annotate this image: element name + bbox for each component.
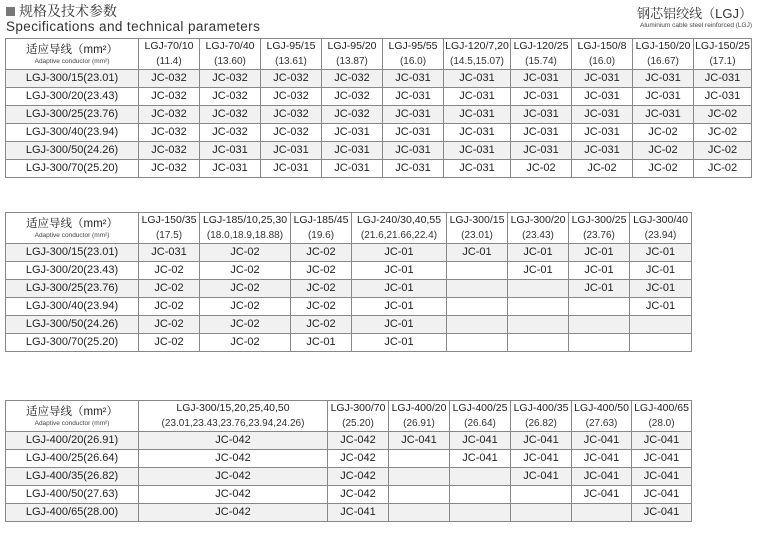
connector-cell — [511, 486, 572, 504]
connector-cell: JC-041 — [389, 432, 450, 450]
connector-cell: JC-032 — [261, 88, 322, 106]
connector-cell: JC-02 — [633, 124, 694, 142]
connector-cell: JC-031 — [444, 142, 511, 160]
connector-cell — [508, 316, 569, 334]
connector-cell: JC-02 — [200, 334, 291, 352]
connector-cell: JC-031 — [444, 106, 511, 124]
connector-cell: JC-031 — [383, 160, 444, 178]
connector-cell: JC-01 — [447, 244, 508, 262]
connector-cell: JC-01 — [630, 280, 692, 298]
connector-cell — [450, 468, 511, 486]
connector-cell: JC-02 — [200, 280, 291, 298]
connector-cell: JC-01 — [508, 244, 569, 262]
connector-cell: JC-042 — [328, 468, 389, 486]
connector-cell: JC-031 — [511, 142, 572, 160]
connector-cell: JC-01 — [352, 334, 447, 352]
row-label: LGJ-300/15(23.01) — [6, 70, 139, 88]
corner-label-zh: 适应导线（mm²） — [26, 217, 118, 230]
connector-cell: JC-031 — [322, 124, 383, 142]
category-title-en: Aluminium cable steel reinforced (LGJ) — [640, 22, 752, 29]
table-row — [6, 262, 692, 280]
connector-cell: JC-042 — [328, 450, 389, 468]
connector-cell: JC-032 — [322, 70, 383, 88]
connector-cell: JC-031 — [383, 124, 444, 142]
connector-cell: JC-01 — [630, 262, 692, 280]
column-header: LGJ-150/8 (16.0) — [572, 39, 633, 70]
connector-cell: JC-042 — [328, 486, 389, 504]
connector-cell: JC-031 — [383, 142, 444, 160]
connector-cell: JC-041 — [632, 504, 692, 522]
connector-cell: JC-032 — [261, 70, 322, 88]
corner-label-zh: 适应导线（mm²） — [26, 405, 118, 418]
connector-cell: JC-02 — [694, 124, 752, 142]
connector-cell: JC-042 — [328, 432, 389, 450]
connector-cell: JC-042 — [139, 450, 328, 468]
connector-cell — [569, 334, 630, 352]
column-header: LGJ-240/30,40,55 (21.6,21.66,22.4) — [352, 213, 447, 244]
connector-cell: JC-02 — [572, 160, 633, 178]
table-row — [6, 280, 692, 298]
connector-cell: JC-01 — [352, 244, 447, 262]
column-header: LGJ-300/40 (23.94) — [630, 213, 692, 244]
column-header: LGJ-95/20 (13.87) — [322, 39, 383, 70]
connector-cell: JC-032 — [261, 124, 322, 142]
connector-cell — [447, 298, 508, 316]
connector-cell: JC-031 — [139, 244, 200, 262]
connector-cell: JC-031 — [322, 160, 383, 178]
table-header-row — [6, 39, 752, 70]
connector-cell: JC-02 — [291, 316, 352, 334]
connector-cell — [508, 298, 569, 316]
connector-cell: JC-041 — [572, 486, 632, 504]
connector-cell: JC-031 — [261, 142, 322, 160]
table-row — [6, 432, 692, 450]
column-header: LGJ-300/20 (23.43) — [508, 213, 569, 244]
square-bullet-icon — [6, 7, 15, 16]
column-header: LGJ-400/35 (26.82) — [511, 401, 572, 432]
table-row — [6, 450, 692, 468]
connector-cell — [569, 316, 630, 334]
column-header: LGJ-120/25 (15.74) — [511, 39, 572, 70]
table-row — [6, 298, 692, 316]
column-header: LGJ-300/15,20,25,40,50 (23.01,23.43,23.76,23.94,24.26) — [139, 401, 328, 432]
table-row — [6, 316, 692, 334]
connector-cell: JC-01 — [291, 334, 352, 352]
category-header — [637, 6, 752, 30]
category-title-zh: 钢芯铝绞线（LGJ） — [637, 6, 752, 21]
connector-cell: JC-01 — [508, 262, 569, 280]
connector-cell: JC-031 — [694, 88, 752, 106]
column-header: LGJ-150/25 (17.1) — [694, 39, 752, 70]
connector-cell: JC-041 — [511, 450, 572, 468]
column-header: LGJ-400/65 (28.0) — [632, 401, 692, 432]
table-row — [6, 160, 752, 178]
table-row — [6, 88, 752, 106]
connector-cell: JC-041 — [328, 504, 389, 522]
row-label: LGJ-400/25(26.64) — [6, 450, 139, 468]
connector-cell: JC-042 — [139, 432, 328, 450]
table-header-row — [6, 401, 692, 432]
column-header: LGJ-120/7,20 (14.5,15.07) — [444, 39, 511, 70]
column-header: LGJ-400/25 (26.64) — [450, 401, 511, 432]
connector-cell: JC-031 — [572, 142, 633, 160]
connector-cell: JC-032 — [139, 106, 200, 124]
connector-cell: JC-031 — [572, 124, 633, 142]
connector-cell: JC-031 — [572, 70, 633, 88]
spec-title-en: Specifications and technical parameters — [6, 19, 261, 34]
connector-cell: JC-02 — [139, 280, 200, 298]
connector-cell — [447, 262, 508, 280]
row-label: LGJ-300/20(23.43) — [6, 88, 139, 106]
connector-cell — [511, 504, 572, 522]
table-row — [6, 244, 692, 262]
connector-cell: JC-041 — [632, 486, 692, 504]
connector-cell: JC-01 — [352, 262, 447, 280]
column-header: LGJ-185/45 (19.6) — [291, 213, 352, 244]
table-row — [6, 142, 752, 160]
connector-cell: JC-02 — [633, 160, 694, 178]
table-row — [6, 124, 752, 142]
connector-cell: JC-02 — [200, 244, 291, 262]
connector-cell: JC-01 — [352, 298, 447, 316]
row-label: LGJ-300/70(25.20) — [6, 334, 139, 352]
corner-label-zh: 适应导线（mm²） — [26, 43, 118, 56]
connector-cell: JC-031 — [444, 70, 511, 88]
row-label: LGJ-300/25(23.76) — [6, 106, 139, 124]
connector-cell: JC-031 — [633, 70, 694, 88]
connector-cell — [569, 298, 630, 316]
column-header: LGJ-70/10 (11.4) — [139, 39, 200, 70]
connector-cell — [630, 334, 692, 352]
column-header: LGJ-300/70 (25.20) — [328, 401, 389, 432]
connector-cell: JC-031 — [511, 88, 572, 106]
connector-cell: JC-042 — [139, 504, 328, 522]
connector-cell: JC-041 — [450, 450, 511, 468]
connector-cell: JC-02 — [200, 316, 291, 334]
corner-label-en: Adaptive conductor (mm²) — [34, 231, 110, 239]
connector-cell: JC-032 — [139, 70, 200, 88]
connector-cell: JC-02 — [291, 262, 352, 280]
table-row — [6, 106, 752, 124]
connector-cell: JC-01 — [630, 298, 692, 316]
connector-cell — [508, 334, 569, 352]
connector-cell: JC-032 — [322, 106, 383, 124]
row-label: LGJ-400/50(27.63) — [6, 486, 139, 504]
spec-table-lgj300-small — [5, 38, 752, 178]
connector-cell: JC-031 — [694, 70, 752, 88]
connector-cell: JC-02 — [694, 142, 752, 160]
connector-cell: JC-031 — [511, 106, 572, 124]
column-header: LGJ-185/10,25,30 (18.0,18.9,18.88) — [200, 213, 291, 244]
corner-label-en: Adaptive conductor (mm²) — [34, 57, 110, 65]
connector-cell: JC-02 — [139, 334, 200, 352]
column-header: LGJ-400/50 (27.63) — [572, 401, 632, 432]
connector-cell: JC-041 — [572, 468, 632, 486]
corner-cell — [6, 401, 139, 432]
connector-cell: JC-02 — [139, 316, 200, 334]
row-label: LGJ-300/50(24.26) — [6, 316, 139, 334]
connector-cell — [447, 316, 508, 334]
table-row — [6, 334, 692, 352]
connector-cell: JC-01 — [352, 316, 447, 334]
row-label: LGJ-300/70(25.20) — [6, 160, 139, 178]
connector-cell — [447, 334, 508, 352]
connector-cell: JC-031 — [444, 124, 511, 142]
connector-cell: JC-031 — [200, 160, 261, 178]
connector-cell: JC-032 — [322, 88, 383, 106]
row-label: LGJ-400/35(26.82) — [6, 468, 139, 486]
connector-cell: JC-032 — [200, 70, 261, 88]
connector-cell: JC-032 — [139, 160, 200, 178]
connector-cell: JC-02 — [139, 298, 200, 316]
row-label: LGJ-400/65(28.00) — [6, 504, 139, 522]
connector-cell: JC-01 — [569, 244, 630, 262]
connector-cell: JC-042 — [139, 486, 328, 504]
connector-cell: JC-031 — [444, 160, 511, 178]
connector-cell: JC-031 — [200, 142, 261, 160]
connector-cell: JC-041 — [511, 468, 572, 486]
connector-cell — [389, 504, 450, 522]
connector-cell: JC-031 — [383, 88, 444, 106]
connector-cell: JC-041 — [450, 432, 511, 450]
table-row — [6, 504, 692, 522]
connector-cell: JC-032 — [261, 106, 322, 124]
connector-cell — [572, 504, 632, 522]
connector-cell: JC-02 — [200, 262, 291, 280]
corner-cell — [6, 39, 139, 70]
column-header: LGJ-95/15 (13.61) — [261, 39, 322, 70]
connector-cell: JC-031 — [511, 70, 572, 88]
connector-cell: JC-041 — [632, 468, 692, 486]
connector-cell: JC-031 — [383, 106, 444, 124]
connector-cell: JC-031 — [633, 106, 694, 124]
connector-cell — [508, 280, 569, 298]
column-header: LGJ-70/40 (13.60) — [200, 39, 261, 70]
connector-cell: JC-031 — [511, 124, 572, 142]
connector-cell: JC-041 — [572, 432, 632, 450]
connector-cell: JC-01 — [569, 280, 630, 298]
corner-label-en: Adaptive conductor (mm²) — [34, 419, 110, 427]
row-label: LGJ-300/40(23.94) — [6, 298, 139, 316]
connector-cell — [389, 450, 450, 468]
row-label: LGJ-300/50(24.26) — [6, 142, 139, 160]
connector-cell — [630, 316, 692, 334]
table-row — [6, 486, 692, 504]
connector-cell: JC-02 — [291, 244, 352, 262]
column-header: LGJ-150/35 (17.5) — [139, 213, 200, 244]
spec-table-lgj400 — [5, 400, 692, 522]
corner-cell — [6, 213, 139, 244]
row-label: LGJ-400/20(26.91) — [6, 432, 139, 450]
row-label: LGJ-300/15(23.01) — [6, 244, 139, 262]
row-label: LGJ-300/20(23.43) — [6, 262, 139, 280]
connector-cell: JC-032 — [200, 106, 261, 124]
table-header-row — [6, 213, 692, 244]
column-header: LGJ-150/20 (16.67) — [633, 39, 694, 70]
connector-cell: JC-01 — [352, 280, 447, 298]
connector-cell — [447, 280, 508, 298]
connector-cell: JC-02 — [139, 262, 200, 280]
connector-cell: JC-01 — [569, 262, 630, 280]
connector-cell: JC-032 — [200, 124, 261, 142]
connector-cell: JC-032 — [139, 88, 200, 106]
connector-cell: JC-02 — [694, 160, 752, 178]
connector-cell: JC-032 — [139, 142, 200, 160]
connector-cell: JC-02 — [200, 298, 291, 316]
spec-header — [6, 3, 260, 35]
connector-cell: JC-042 — [139, 468, 328, 486]
connector-cell: JC-031 — [572, 88, 633, 106]
connector-cell — [389, 486, 450, 504]
connector-cell: JC-032 — [139, 124, 200, 142]
connector-cell: JC-01 — [630, 244, 692, 262]
connector-cell: JC-02 — [291, 298, 352, 316]
column-header: LGJ-300/25 (23.76) — [569, 213, 630, 244]
spec-table-lgj300-large — [5, 212, 692, 352]
column-header: LGJ-95/55 (16.0) — [383, 39, 444, 70]
connector-cell: JC-031 — [261, 160, 322, 178]
connector-cell — [389, 468, 450, 486]
row-label: LGJ-300/25(23.76) — [6, 280, 139, 298]
table-row — [6, 468, 692, 486]
connector-cell: JC-041 — [632, 450, 692, 468]
connector-cell: JC-031 — [383, 70, 444, 88]
connector-cell — [450, 504, 511, 522]
connector-cell: JC-02 — [694, 106, 752, 124]
connector-cell: JC-031 — [444, 88, 511, 106]
connector-cell: JC-031 — [572, 106, 633, 124]
connector-cell: JC-02 — [511, 160, 572, 178]
connector-cell: JC-032 — [200, 88, 261, 106]
connector-cell: JC-031 — [633, 88, 694, 106]
connector-cell: JC-041 — [511, 432, 572, 450]
spec-title-zh: 规格及技术参数 — [6, 3, 260, 19]
row-label: LGJ-300/40(23.94) — [6, 124, 139, 142]
connector-cell — [450, 486, 511, 504]
table-row — [6, 70, 752, 88]
connector-cell: JC-02 — [291, 280, 352, 298]
column-header: LGJ-400/20 (26.91) — [389, 401, 450, 432]
connector-cell: JC-031 — [322, 142, 383, 160]
connector-cell: JC-041 — [632, 432, 692, 450]
connector-cell: JC-02 — [633, 142, 694, 160]
column-header: LGJ-300/15 (23.01) — [447, 213, 508, 244]
connector-cell: JC-041 — [572, 450, 632, 468]
